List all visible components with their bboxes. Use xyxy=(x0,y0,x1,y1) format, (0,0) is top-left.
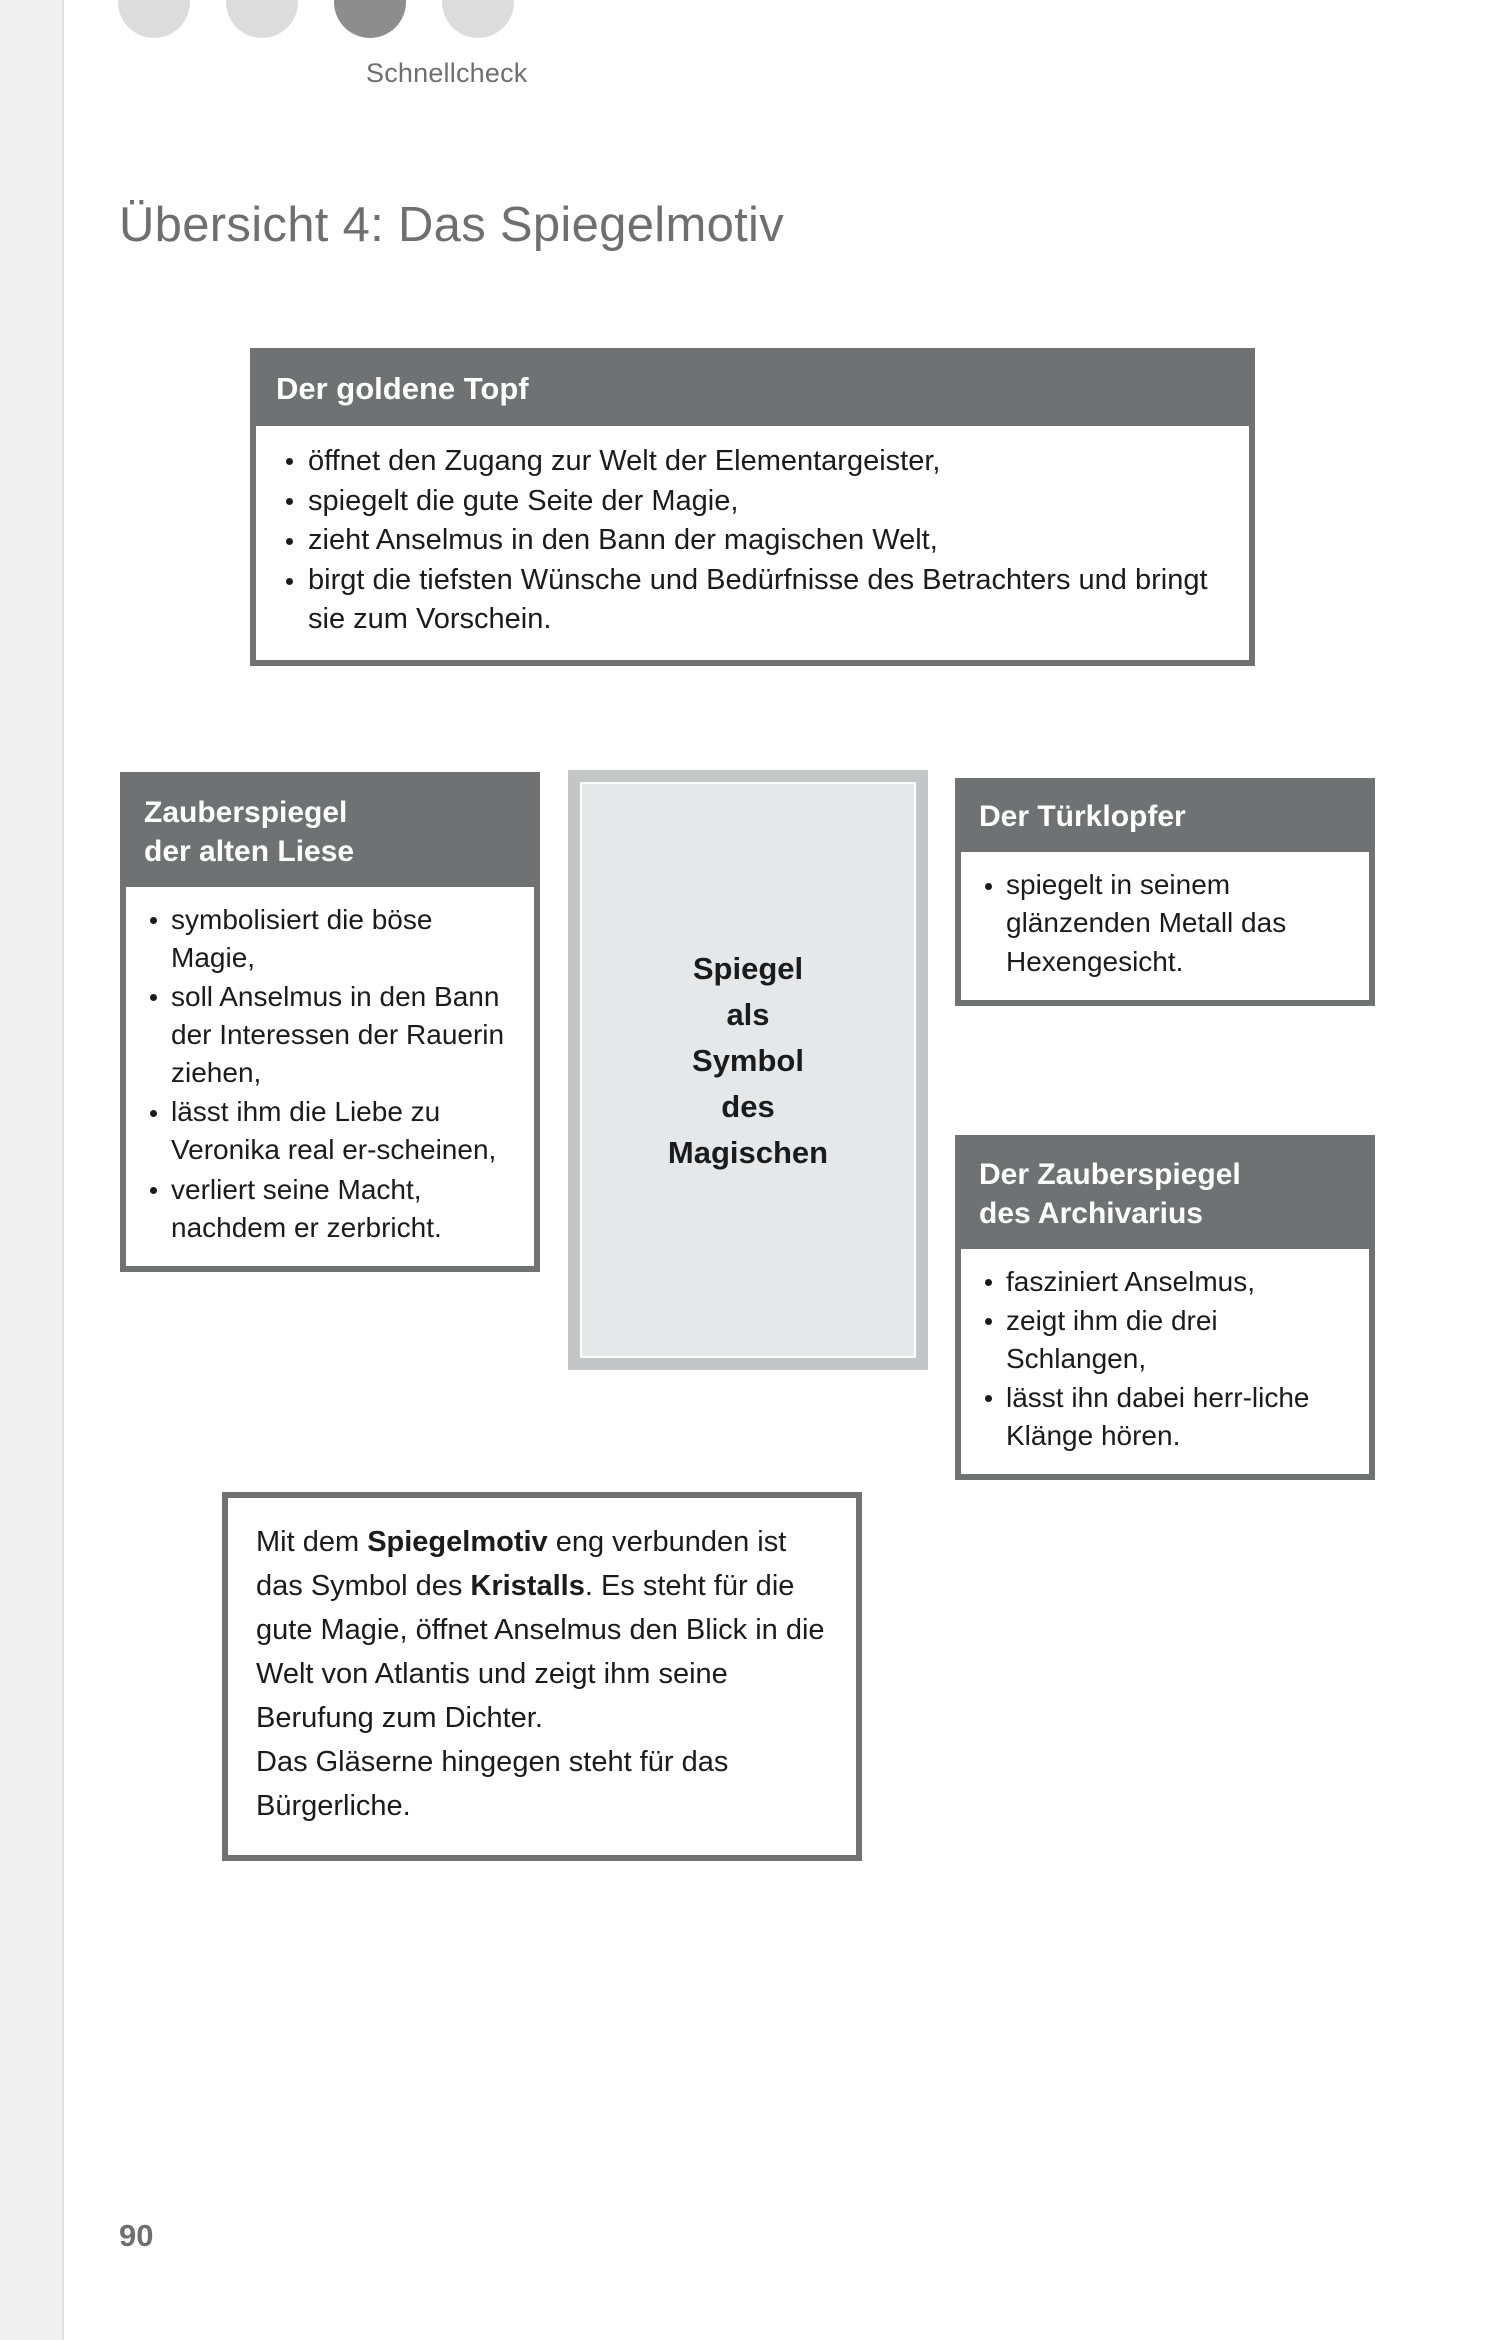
note-text: Mit dem xyxy=(256,1526,368,1558)
list-item: spiegelt in seinem glänzenden Metall das Hexengesicht. xyxy=(977,866,1355,980)
progress-dot-2 xyxy=(226,0,298,38)
bullet-list-zauberspiegel xyxy=(142,901,520,1247)
card-title-line-2: des Archivarius xyxy=(979,1197,1203,1230)
bullet-list-der-tuerklopfer xyxy=(977,866,1355,980)
page-gutter-rule xyxy=(62,0,64,2340)
center-label-line-4: des xyxy=(721,1088,775,1124)
list-item: zeigt ihm die drei Schlangen, xyxy=(977,1302,1355,1378)
list-item: soll Anselmus in den Bann der Interessen der Rauerin ziehen, xyxy=(142,978,520,1092)
card-title-line-2: der alten Liese xyxy=(144,835,355,868)
card-body-der-zauberspiegel-des-archivarius xyxy=(961,1249,1369,1474)
center-label-line-5: Magischen xyxy=(667,1134,829,1170)
card-title-der-goldene-topf: Der goldene Topf xyxy=(276,371,529,406)
chapter-progress-dots xyxy=(118,0,514,38)
list-item: verliert seine Macht, nachdem er zerbricht. xyxy=(142,1171,520,1247)
card-der-tuerklopfer xyxy=(955,778,1375,1006)
list-item: fasziniert Anselmus, xyxy=(977,1263,1355,1301)
page-gutter xyxy=(0,0,62,2340)
card-title-der-zauberspiegel-des-archivarius xyxy=(961,1141,1369,1249)
center-label-line-3: Symbol xyxy=(692,1043,804,1079)
card-title-der-tuerklopfer: Der Türklopfer xyxy=(979,800,1186,833)
center-label-line-2: als xyxy=(726,997,770,1033)
card-der-goldene-topf xyxy=(250,348,1255,666)
card-body-der-goldene-topf xyxy=(256,426,1249,660)
section-label: Schnellcheck xyxy=(366,58,528,88)
note-bold-term: Kristalls xyxy=(470,1570,585,1603)
note-paragraph-2: Das Gläserne hingegen steht für das Bürgerliche. xyxy=(256,1746,729,1823)
note-text: . Es steht für die gute Magie, öffnet Anselmus den Blick in die Welt von Atlantis und zeigt ihm seine Berufung zum Dichter. xyxy=(256,1570,825,1735)
card-body-spiegelmotiv-note xyxy=(228,1498,856,1855)
card-title-zauberspiegel-der-alten-liese xyxy=(126,778,534,887)
list-item: lässt ihn dabei herr-liche Klänge hören. xyxy=(977,1379,1355,1455)
bullet-list-der-goldene-topf xyxy=(278,442,1229,639)
card-title-line-1: Der Zauberspiegel xyxy=(979,1158,1241,1191)
list-item: spiegelt die gute Seite der Magie, xyxy=(278,482,1229,521)
card-spiegel-als-symbol-des-magischen xyxy=(568,770,928,1370)
progress-dot-3-active xyxy=(334,0,406,38)
note-text: eng verbunden ist das Symbol des xyxy=(256,1526,787,1603)
center-label xyxy=(668,946,828,1175)
card-inner-frame xyxy=(580,782,916,1358)
card-body-zauberspiegel-der-alten-liese xyxy=(126,887,534,1266)
page-number: 90 xyxy=(119,2218,154,2253)
card-title-line-1: Zauberspiegel xyxy=(144,796,348,829)
page-title: Übersicht 4: Das Spiegelmotiv xyxy=(119,198,785,252)
card-body-der-tuerklopfer xyxy=(961,852,1369,999)
list-item: symbolisiert die böse Magie, xyxy=(142,901,520,977)
list-item: lässt ihm die Liebe zu Veronika real er-scheinen, xyxy=(142,1093,520,1169)
card-zauberspiegel-der-alten-liese xyxy=(120,772,540,1272)
progress-dot-1 xyxy=(118,0,190,38)
note-paragraph-1 xyxy=(256,1520,832,1740)
card-der-zauberspiegel-des-archivarius xyxy=(955,1135,1375,1480)
list-item: zieht Anselmus in den Bann der magischen Welt, xyxy=(278,521,1229,560)
bullet-list-archivarius xyxy=(977,1263,1355,1455)
list-item: birgt die tiefsten Wünsche und Bedürfnisse des Betrachters und bringt sie zum Vorschein. xyxy=(278,561,1229,639)
center-label-line-1: Spiegel xyxy=(692,951,804,987)
progress-dot-4 xyxy=(442,0,514,38)
list-item: öffnet den Zugang zur Welt der Elementargeister, xyxy=(278,442,1229,481)
card-spiegelmotiv-note xyxy=(222,1492,862,1861)
note-bold-term: Spiegelmotiv xyxy=(367,1526,548,1558)
